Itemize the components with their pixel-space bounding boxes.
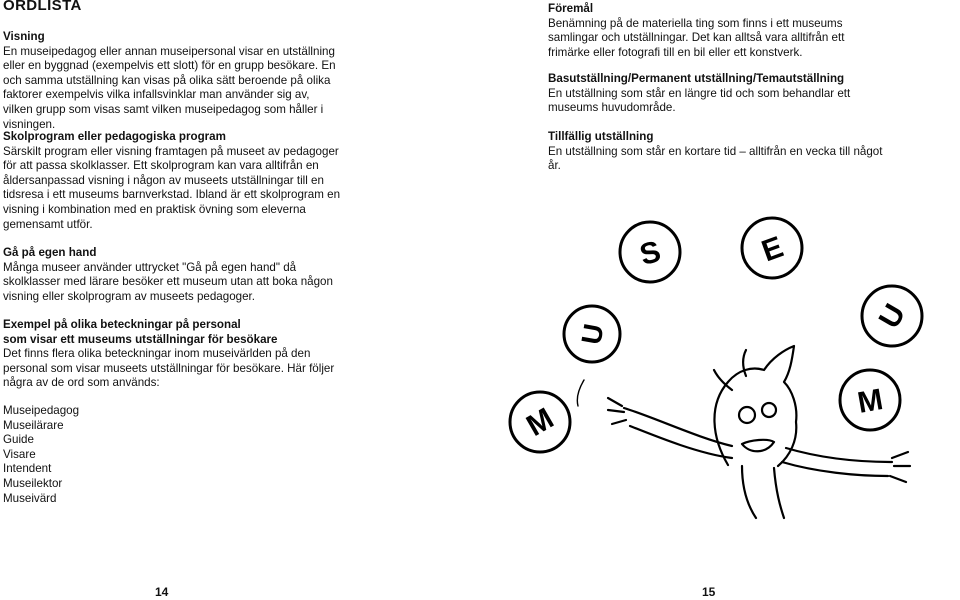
section-body: En museipedagog eller annan museipersonal visar en utställning eller en byggnad (exempelvis ett slott) för en grupp besökare. En och samma utställning kan visas på olika sätt beroende på olika faktorer exempelvis vilka infallsvinklar man använder sig av, vilken grupp som visas samt vilken museipedagog som håller i visningen.: [3, 44, 336, 131]
section-body: Särskilt program eller visning framtagen på museet av pedagoger för att passa skolklasser. Ett skolprogram kan vara alltifrån en åldersanpassad visning i någon av museets utställningar till en tidsresa i ett museums barnverkstad. Ibland är ett skolprogram en visning i kombination med en praktisk övning som eleverna gemensamt utför.: [3, 144, 341, 231]
list-item: Museilärare: [3, 418, 64, 432]
section-title: Skolprogram eller pedagogiska program: [3, 130, 226, 143]
section-title: Tillfällig utställning: [548, 130, 654, 143]
section-body: Det finns flera olika beteckningar inom museivärlden på den personal som visar museets utställningar för besökare. Här följer några av de ord som används:: [3, 347, 335, 390]
ball-e: [742, 218, 802, 278]
section-body: Många museer använder uttrycket "Gå på egen hand" då skolklasser med lärare besöker ett museum utan att boka någon visning eller skolprogram av museets pedagoger.: [3, 260, 333, 303]
section-body: En utställning som står en kortare tid – alltifrån en vecka till något år.: [548, 144, 883, 173]
ball-u-right: [862, 286, 922, 346]
motion-line: [577, 380, 584, 406]
juggler-illustration: [480, 200, 960, 530]
section-skolprogram: [3, 130, 341, 232]
section-body: Benämning på de materiella ting som finns i ett museums samlingar och utställningar. Det kan alltså vara alltifrån ett frimärke eller fotografi till en bil eller ett konstverk.: [548, 16, 845, 59]
section-title: Exempel på olika beteckningar på personal: [3, 318, 241, 331]
body-left: [742, 466, 756, 518]
section-title: Basutställning/Permanent utställning/Temautställning: [548, 72, 845, 85]
svg-text:E: E: [757, 230, 788, 269]
list-item: Guide: [3, 433, 34, 447]
list-item: Museivärd: [3, 491, 57, 505]
mouth: [742, 440, 774, 451]
right-arm-lower: [782, 462, 888, 476]
list-item: Museipedagog: [3, 404, 80, 417]
section-visning: [3, 30, 341, 132]
right-page: [480, 0, 960, 600]
ball-m-right: [840, 370, 900, 430]
list-item: Intendent: [3, 462, 52, 476]
section-body: En utställning som står en längre tid och som behandlar ett museums huvudområde.: [548, 86, 851, 115]
ball-s: [620, 222, 680, 282]
section-basutstallning: [548, 72, 886, 116]
left-hand: [608, 398, 626, 424]
svg-text:S: S: [636, 234, 665, 272]
section-title-line2: som visar ett museums utställningar för besökare: [3, 332, 278, 346]
svg-text:M: M: [855, 383, 886, 420]
term-list: [3, 404, 341, 506]
list-item: Visare: [3, 447, 36, 461]
section-tillfallig-utstallning: [548, 130, 886, 174]
page-number: 14: [155, 585, 169, 599]
section-foremal: [548, 2, 886, 60]
right-hand: [890, 452, 910, 482]
section-beteckningar: [3, 318, 341, 391]
ball-m-left: [510, 392, 570, 452]
right-eye: [762, 403, 776, 417]
page-number: 15: [702, 585, 716, 599]
right-arm: [786, 448, 892, 462]
page-heading: ORDLISTA: [3, 0, 82, 14]
section-title: Gå på egen hand: [3, 246, 97, 259]
section-title: Föremål: [548, 2, 594, 15]
body-right: [774, 468, 784, 518]
section-ga-pa-egen-hand: [3, 246, 341, 304]
svg-text:U: U: [872, 298, 913, 334]
left-eye: [739, 407, 755, 423]
ball-u-left: [564, 306, 620, 362]
hair-spike: [743, 350, 746, 376]
list-item: Museilektor: [3, 476, 63, 490]
head-outline: [714, 346, 796, 466]
section-title: Visning: [3, 30, 45, 43]
svg-text:M: M: [521, 401, 560, 443]
svg-text:U: U: [575, 321, 610, 347]
